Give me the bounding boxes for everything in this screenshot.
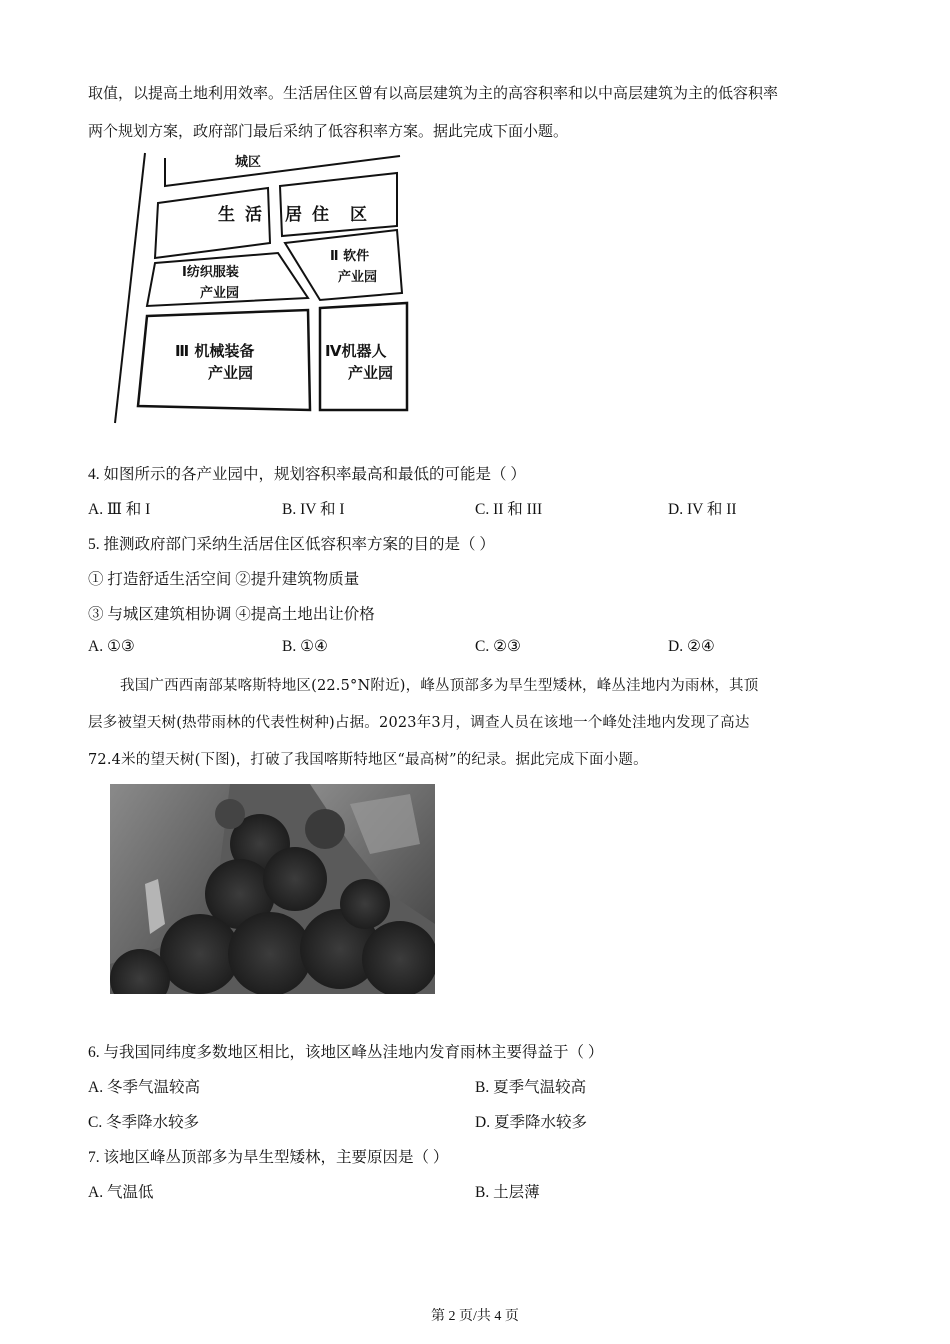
question-4-stem: 4. 如图所示的各产业园中，规划容积率最高和最低的可能是（ ） xyxy=(88,466,526,483)
question-7-stem: 7. 该地区峰丛顶部多为旱生型矮林，主要原因是（ ） xyxy=(88,1149,449,1166)
passage-line-1: 我国广西西南部某喀斯特地区(22.5°N附近)，峰丛顶部多为旱生型矮林，峰丛洼地内为雨林，其顶 xyxy=(120,678,759,694)
q4-option-b: B. IV 和 I xyxy=(282,501,345,518)
map-label-residential-1: 生 xyxy=(218,205,235,225)
zone-3-block xyxy=(138,310,310,410)
map-label-zone-3b: 产业园 xyxy=(208,364,254,382)
map-label-city: 城区 xyxy=(235,155,262,170)
map-label-zone-2b: 产业园 xyxy=(338,270,378,285)
q4-option-c: C. II 和 III xyxy=(475,501,543,518)
intro-line-1: 取值，以提高土地利用效率。生活居住区曾有以高层建筑为主的高容积率和以中高层建筑为主的低容积率 xyxy=(88,84,779,102)
passage-line-3: 72.4米的望天树(下图)，打破了我国喀斯特地区“最高树”的纪录。据此完成下面小题。 xyxy=(88,752,648,768)
q5-choices-line-1: ① 打造舒适生活空间 ②提升建筑物质量 xyxy=(88,571,360,588)
karst-forest-photo xyxy=(110,784,435,994)
q6-option-c: C. 冬季降水较多 xyxy=(88,1114,200,1131)
passage-line-2: 层多被望天树(热带雨林的代表性树种)占据。2023年3月，调查人员在该地一个峰处洼地内发现了高达 xyxy=(88,715,750,731)
q6-option-d: D. 夏季降水较多 xyxy=(475,1114,587,1131)
map-label-residential-3: 居 xyxy=(285,205,302,225)
map-label-zone-2a: Ⅱ 软件 xyxy=(330,249,370,264)
map-label-zone-1a: Ⅰ纺织服装 xyxy=(182,265,239,280)
question-5-stem: 5. 推测政府部门采纳生活居住区低容积率方案的目的是（ ） xyxy=(88,536,495,553)
road-top xyxy=(165,156,400,186)
q7-option-a: A. 气温低 xyxy=(88,1184,154,1201)
page-footer: 第 2 页/共 4 页 xyxy=(431,1309,519,1324)
industrial-park-map xyxy=(110,148,420,428)
question-6-stem: 6. 与我国同纬度多数地区相比，该地区峰丛洼地内发育雨林主要得益于（ ） xyxy=(88,1044,604,1061)
q7-option-b: B. 土层薄 xyxy=(475,1184,540,1201)
map-label-residential-5: 区 xyxy=(350,205,367,225)
map-label-residential-4: 住 xyxy=(312,205,329,225)
q5-option-a: A. ①③ xyxy=(88,638,135,655)
q5-choices-line-2: ③ 与城区建筑相协调 ④提高土地出让价格 xyxy=(88,606,375,623)
q4-option-d: D. IV 和 II xyxy=(668,501,737,518)
map-label-zone-4b: 产业园 xyxy=(348,364,394,382)
map-label-zone-3a: Ⅲ 机械装备 xyxy=(175,342,255,360)
q6-option-a: A. 冬季气温较高 xyxy=(88,1079,200,1096)
q5-option-d: D. ②④ xyxy=(668,638,715,655)
q6-option-b: B. 夏季气温较高 xyxy=(475,1079,587,1096)
q5-option-c: C. ②③ xyxy=(475,638,521,655)
q4-option-a: A. Ⅲ 和 I xyxy=(88,501,151,518)
intro-line-2: 两个规划方案，政府部门最后采纳了低容积率方案。据此完成下面小题。 xyxy=(88,122,569,140)
q5-option-b: B. ①④ xyxy=(282,638,328,655)
map-label-zone-1b: 产业园 xyxy=(200,286,240,301)
map-label-zone-4a: Ⅳ机器人 xyxy=(325,342,387,360)
map-label-residential-2: 活 xyxy=(245,205,262,225)
